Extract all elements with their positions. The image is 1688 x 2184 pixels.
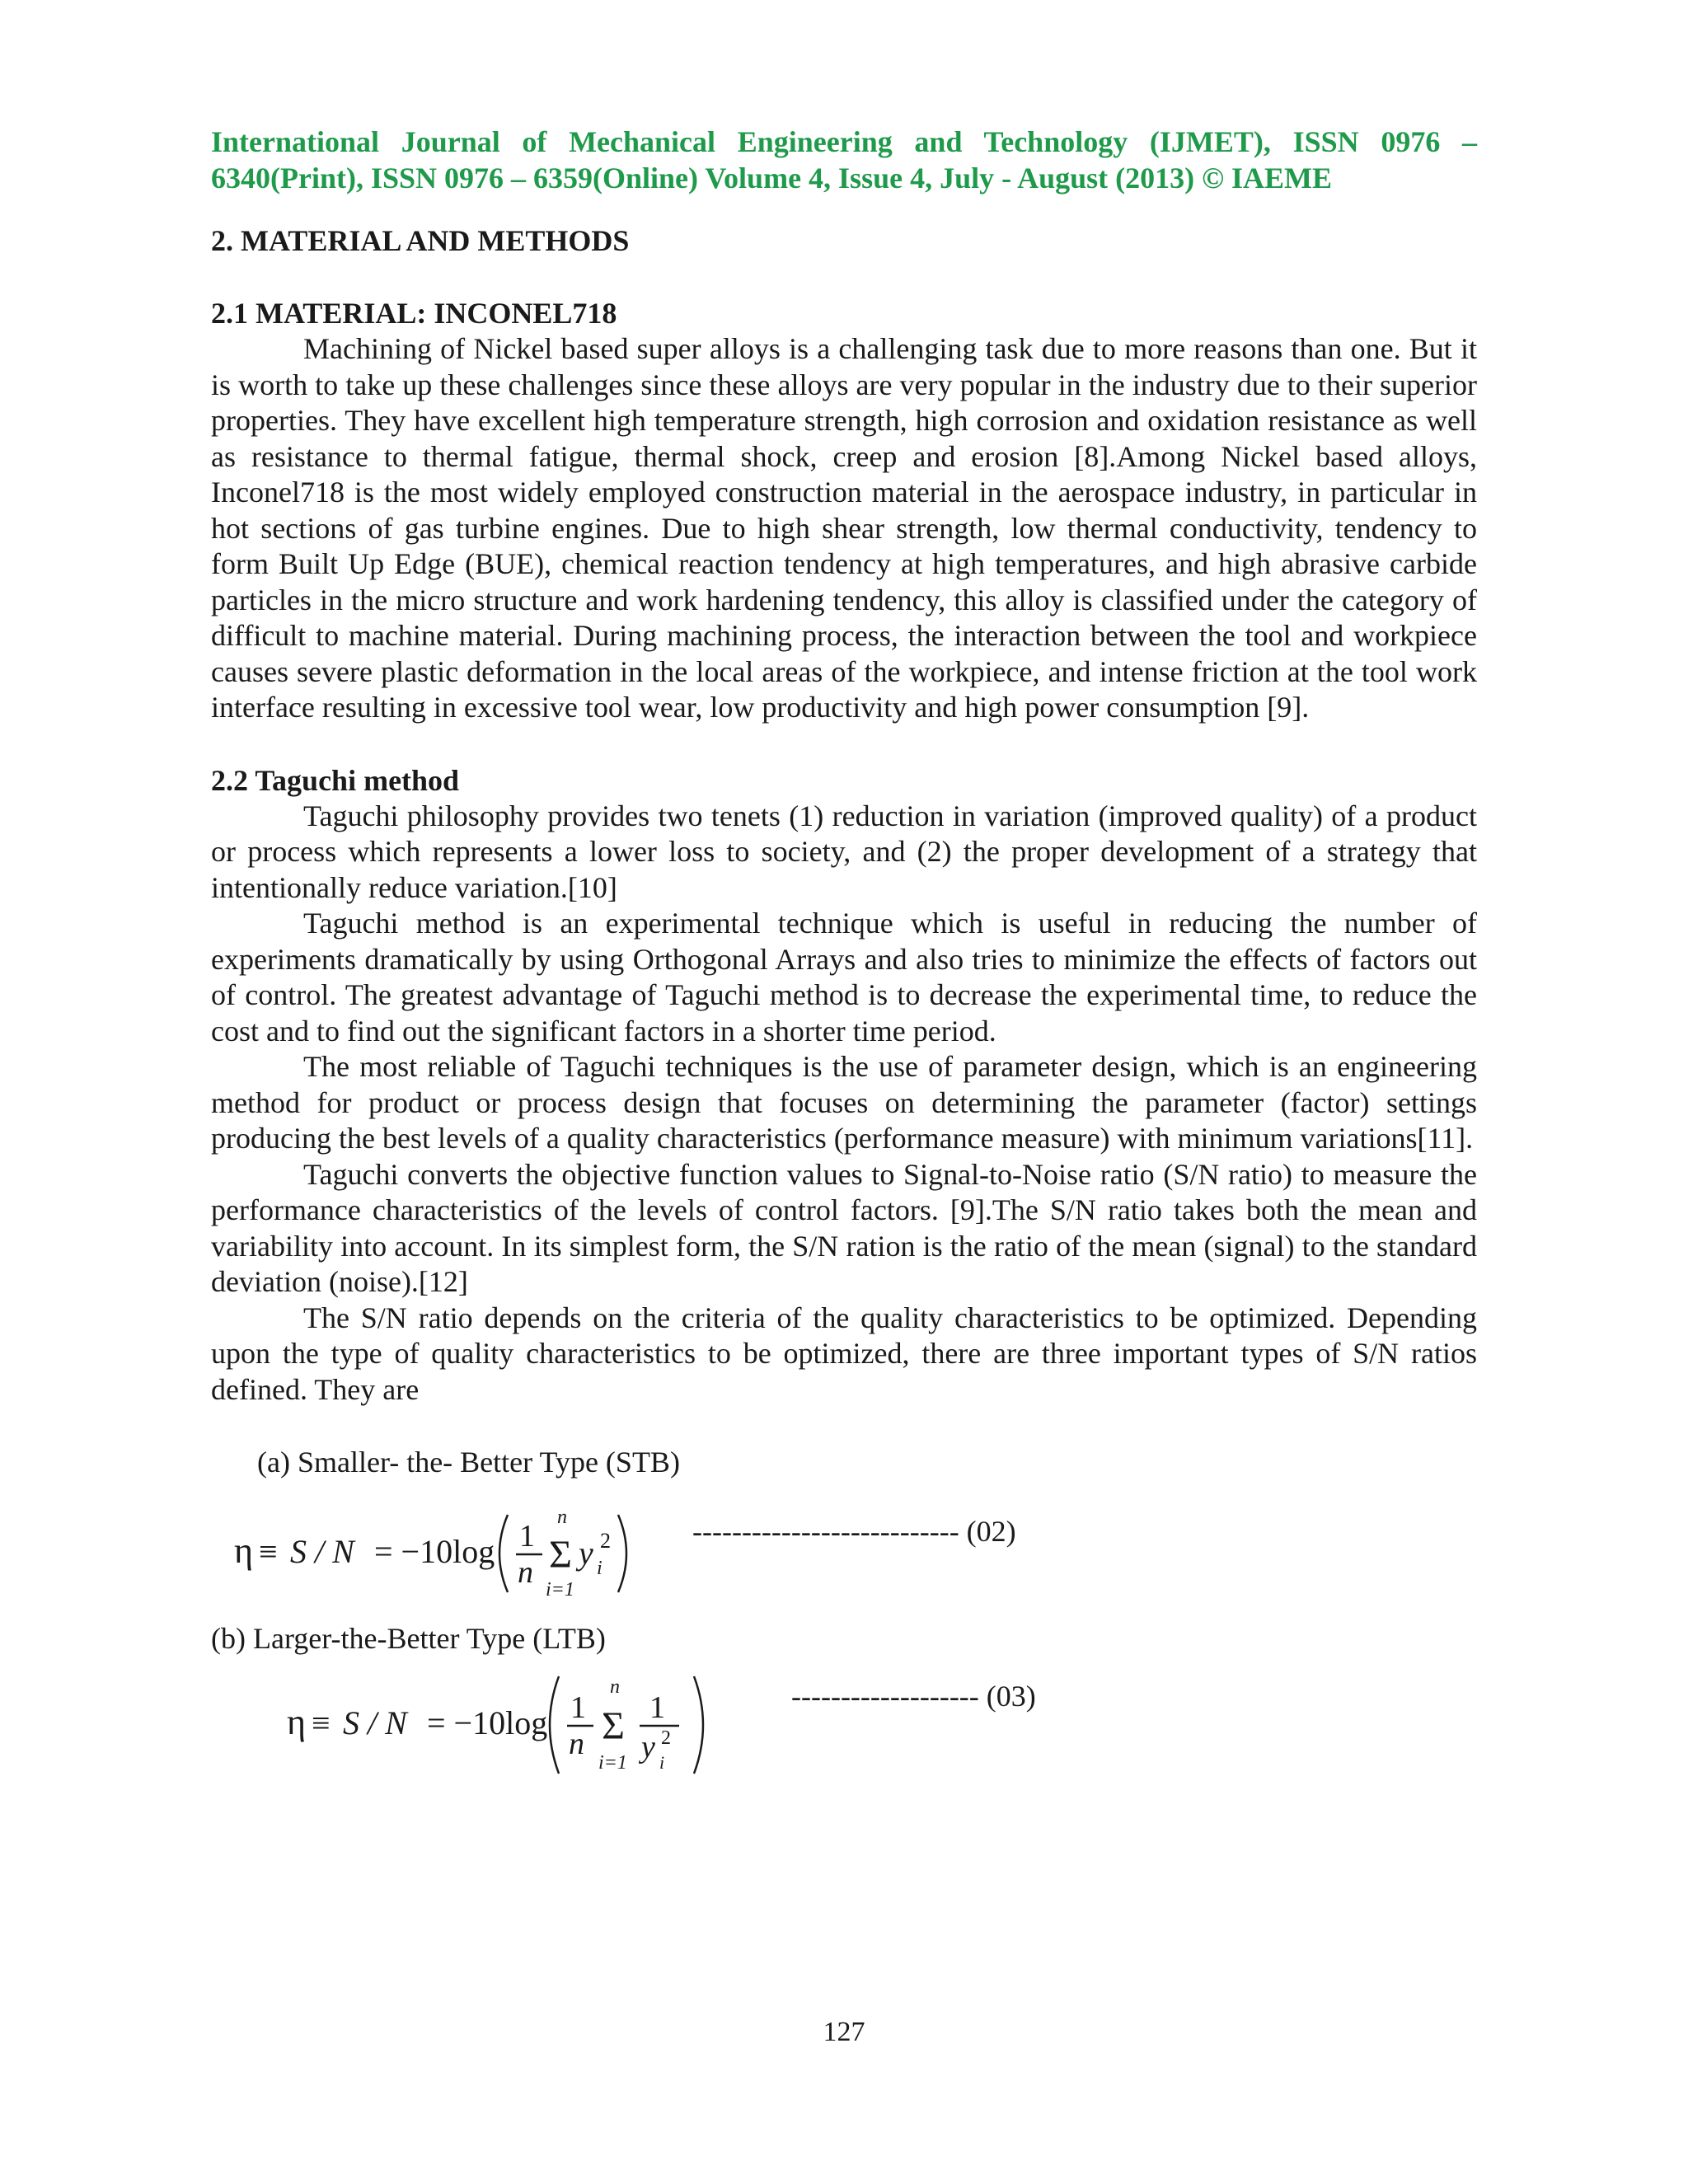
- svg-text:2: 2: [661, 1727, 671, 1749]
- paragraph-inconel: Machining of Nickel based super alloys is a challenging task due to more reasons than one. But it is worth to take up these challenges since these alloys are very popular in the industry due to their superior properties. They have excellent high temperature strength, high corrosion and oxidation resistance as well as resistance to thermal fatigue, thermal shock, creep and erosion [8].Among Nickel based alloys, Inconel718 is the most widely employed construction material in the aerospace industry, in particular in hot sections of gas turbine engines. Due to high shear strength, low thermal conductivity, tendency to form Built Up Edge (BUE), chemical reaction tendency at high temperatures, and high abrasive carbide particles in the micro structure and work hardening tendency, this alloy is classified under the category of difficult to machine material. During machining process, the interaction between the tool and workpiece causes severe plastic deformation in the local areas of the workpiece, and intense friction at the tool work interface resulting in excessive tool wear, low productivity and high power consumption [9].: [211, 332, 1477, 724]
- svg-text:2: 2: [600, 1529, 611, 1553]
- paragraph-taguchi-philosophy: Taguchi philosophy provides two tenets (1) reduction in variation (improved quality) of a product or process which represents a lower loss to society, and (2) the proper development of a strategy that intentionally reduce variation.[10]: [211, 799, 1477, 904]
- svg-text:y: y: [641, 1730, 655, 1765]
- svg-text:η: η: [287, 1702, 307, 1742]
- paragraph-sn-ratio: Taguchi converts the objective function values to Signal-to-Noise ratio (S/N ratio) to measure the performance characteristics of the levels of control factors. [9].The S/N ratio takes both the mean and variability into account. In its simplest form, the S/N ration is the ratio of the mean (signal) to the standard deviation (noise).[12]: [211, 1157, 1477, 1298]
- section-heading-material-inconel: 2.1 MATERIAL: INCONEL718: [211, 297, 617, 330]
- paragraph-taguchi-method: Taguchi method is an experimental technique which is useful in reducing the number of experiments dramatically by using Orthogonal Arrays and also tries to minimize the effects of factors out of control. The greatest advantage of Taguchi method is to decrease the experimental time, to reduce the cost and to find out the significant factors in a shorter time period.: [211, 907, 1477, 1047]
- svg-text:n: n: [610, 1676, 620, 1698]
- svg-text:= −10log: = −10log: [427, 1704, 548, 1741]
- svg-text:n: n: [518, 1555, 533, 1590]
- equation-ltb-number: ------------------- (03): [791, 1680, 1036, 1713]
- svg-text:y: y: [579, 1535, 593, 1572]
- svg-text:S / N: S / N: [343, 1704, 407, 1741]
- svg-text:i: i: [597, 1558, 603, 1579]
- svg-text:≡: ≡: [312, 1704, 331, 1741]
- journal-header: International Journal of Mechanical Engineering and Technology (IJMET), ISSN 0976 – 6340(Print), ISSN 0976 – 6359(Online) Volume 4, Issue 4, July - August (2013) © IAEME: [211, 125, 1477, 194]
- svg-text:Σ: Σ: [549, 1533, 572, 1577]
- svg-text:≡: ≡: [259, 1533, 278, 1570]
- section-heading-material-methods: 2. MATERIAL AND METHODS: [211, 224, 630, 257]
- svg-text:S / N: S / N: [290, 1533, 354, 1570]
- svg-text:= −10log: = −10log: [374, 1533, 495, 1570]
- svg-text:η: η: [234, 1530, 254, 1571]
- equation-stb-formula: [234, 1498, 696, 1605]
- svg-text:i=1: i=1: [546, 1579, 574, 1601]
- svg-text:i: i: [659, 1752, 665, 1773]
- paragraph-sn-types: The S/N ratio depends on the criteria of the quality characteristics to be optimized. Depending upon the type of quality characteristics to be optimized, there are three important types of S/N ratios defined. They are: [211, 1301, 1477, 1406]
- page-body: [211, 124, 1477, 1785]
- svg-text:1: 1: [570, 1690, 586, 1725]
- ltb-label: (b) Larger-the-Better Type (LTB): [211, 1622, 606, 1655]
- section-heading-taguchi: 2.2 Taguchi method: [211, 763, 460, 797]
- equation-stb: [211, 1498, 1477, 1605]
- svg-text:n: n: [557, 1507, 567, 1528]
- svg-text:Σ: Σ: [602, 1704, 625, 1748]
- paragraph-parameter-design: The most reliable of Taguchi techniques is the use of parameter design, which is an engineering method for product or process design that focuses on determining the parameter (factor) settings producing the best levels of a quality characteristics (performance measure) with minimum variations[11].: [211, 1050, 1477, 1155]
- svg-text:1: 1: [519, 1519, 535, 1554]
- equation-ltb: [211, 1661, 1477, 1785]
- stb-label: (a) Smaller- the- Better Type (STB): [257, 1446, 680, 1479]
- svg-text:i=1: i=1: [598, 1752, 627, 1774]
- svg-text:1: 1: [649, 1690, 665, 1725]
- svg-text:n: n: [569, 1727, 584, 1761]
- page-number: 127: [823, 2017, 865, 2047]
- equation-stb-number: --------------------------- (02): [692, 1515, 1016, 1548]
- equation-ltb-formula: [287, 1661, 814, 1785]
